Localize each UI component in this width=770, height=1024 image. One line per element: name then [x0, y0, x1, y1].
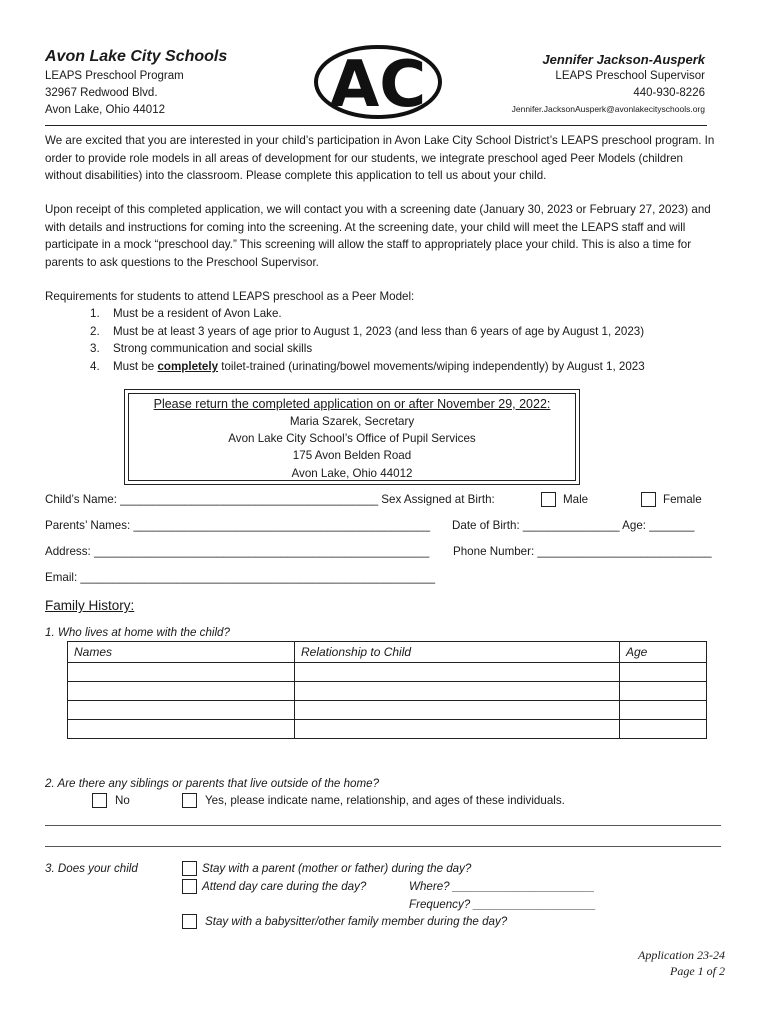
question-3: 3. Does your child	[45, 862, 138, 875]
table-row[interactable]	[68, 682, 707, 701]
table-row[interactable]	[68, 701, 707, 720]
household-table	[67, 641, 707, 739]
requirement-item: 3. Strong communication and social skills	[90, 342, 313, 356]
supervisor-title: LEAPS Preschool Supervisor	[555, 70, 705, 82]
logo-lettering: AC	[329, 48, 427, 120]
return-city: Avon Lake, Ohio 44012	[291, 466, 413, 480]
family-history-heading: Family History:	[45, 598, 135, 613]
babysitter-checkbox[interactable]	[182, 914, 197, 929]
requirement-item: 2. Must be at least 3 years of age prior to August 1, 2023 (and less than 6 years of age by August 1, 2023)	[90, 324, 645, 338]
table-row[interactable]	[68, 720, 707, 739]
no-label: No	[115, 794, 130, 807]
table-header-row	[68, 642, 707, 663]
application-year: Application 23-24	[638, 948, 725, 962]
table-row[interactable]	[68, 663, 707, 682]
female-label: Female	[663, 493, 702, 506]
supervisor-phone: 440-930-8226	[633, 87, 705, 99]
column-header-relationship: Relationship to Child	[295, 642, 620, 663]
supervisor-email[interactable]: Jennifer.JacksonAusperk@avonlakecityschools.org	[511, 104, 705, 114]
day-care-frequency-field[interactable]: Frequency? ___________________	[409, 898, 596, 911]
return-office: Avon Lake City School’s Office of Pupil Services	[228, 432, 476, 446]
parents-names-field[interactable]: Parents’ Names: ______________________________________________	[45, 519, 431, 532]
day-care-label: Attend day care during the day?	[202, 880, 367, 893]
requirement-item: 4. Must be completely toilet-trained (urinating/bowel movements/wiping independently) by August 1, 2023	[90, 360, 645, 374]
stay-with-parent-checkbox[interactable]	[182, 861, 197, 876]
return-contact: Maria Szarek, Secretary	[289, 415, 415, 428]
child-name-field[interactable]: Child’s Name: ________________________________________ Sex Assigned at Birth:	[45, 493, 495, 506]
supervisor-name: Jennifer Jackson-Ausperk	[542, 52, 705, 67]
write-in-line[interactable]	[45, 846, 721, 847]
yes-checkbox[interactable]	[182, 793, 197, 808]
school-logo	[313, 44, 443, 120]
question-2: 2. Are there any siblings or parents that live outside of the home?	[45, 777, 380, 790]
babysitter-label: Stay with a babysitter/other family member during the day?	[205, 915, 508, 928]
date-of-birth-field[interactable]: Date of Birth: _______________ Age: _______	[452, 519, 695, 532]
requirements-list	[90, 305, 645, 376]
write-in-line[interactable]	[45, 825, 721, 826]
yes-label: Yes, please indicate name, relationship, and ages of these individuals.	[205, 794, 565, 807]
address-field[interactable]: Address: ____________________________________________________	[45, 545, 430, 558]
question-1: 1. Who lives at home with the child?	[45, 626, 230, 639]
day-care-where-field[interactable]: Where? ______________________	[409, 880, 595, 893]
intro-paragraph-2: Upon receipt of this completed application, we will contact you with a screening date (January 30, 2023 or February 27, 2023) and with details and instructions for coming into the screening. At the screening date, your child will meet the LEAPS staff and will participate in a mock “preschool day.” This screening will allow the staff to appropriately place your child. This is also a time for parents to ask questions to the Preschool Supervisor.	[45, 203, 711, 270]
program-name: LEAPS Preschool Program	[45, 70, 184, 82]
program-city: Avon Lake, Ohio 44012	[45, 104, 165, 116]
header-divider	[45, 125, 707, 126]
intro-paragraph-1: We are excited that you are interested in your child’s participation in Avon Lake City School District’s LEAPS preschool program. In order to provide role models in all areas of development for our students, we integrate preschool aged Peer Models (children without disabilities) into the classroom. Please complete this application to tell us about your child.	[45, 134, 715, 183]
female-checkbox[interactable]	[641, 492, 656, 507]
return-instructions: Please return the completed application on or after November 29, 2022:	[153, 397, 551, 411]
stay-with-parent-label: Stay with a parent (mother or father) during the day?	[202, 862, 472, 875]
page-number: Page 1 of 2	[670, 964, 725, 978]
email-field[interactable]: Email: _______________________________________________________	[45, 571, 436, 584]
return-address-box	[124, 389, 580, 485]
requirement-item: 1. Must be a resident of Avon Lake.	[90, 307, 282, 320]
column-header-names: Names	[68, 642, 295, 663]
school-name: Avon Lake City Schools	[45, 48, 228, 65]
requirements-title: Requirements for students to attend LEAPS preschool as a Peer Model:	[45, 290, 415, 303]
column-header-age: Age	[620, 642, 707, 663]
program-street: 32967 Redwood Blvd.	[45, 87, 158, 99]
day-care-checkbox[interactable]	[182, 879, 197, 894]
male-label: Male	[563, 493, 589, 506]
phone-number-field[interactable]: Phone Number: ___________________________	[453, 545, 712, 558]
no-checkbox[interactable]	[92, 793, 107, 808]
male-checkbox[interactable]	[541, 492, 556, 507]
return-street: 175 Avon Belden Road	[292, 449, 412, 463]
